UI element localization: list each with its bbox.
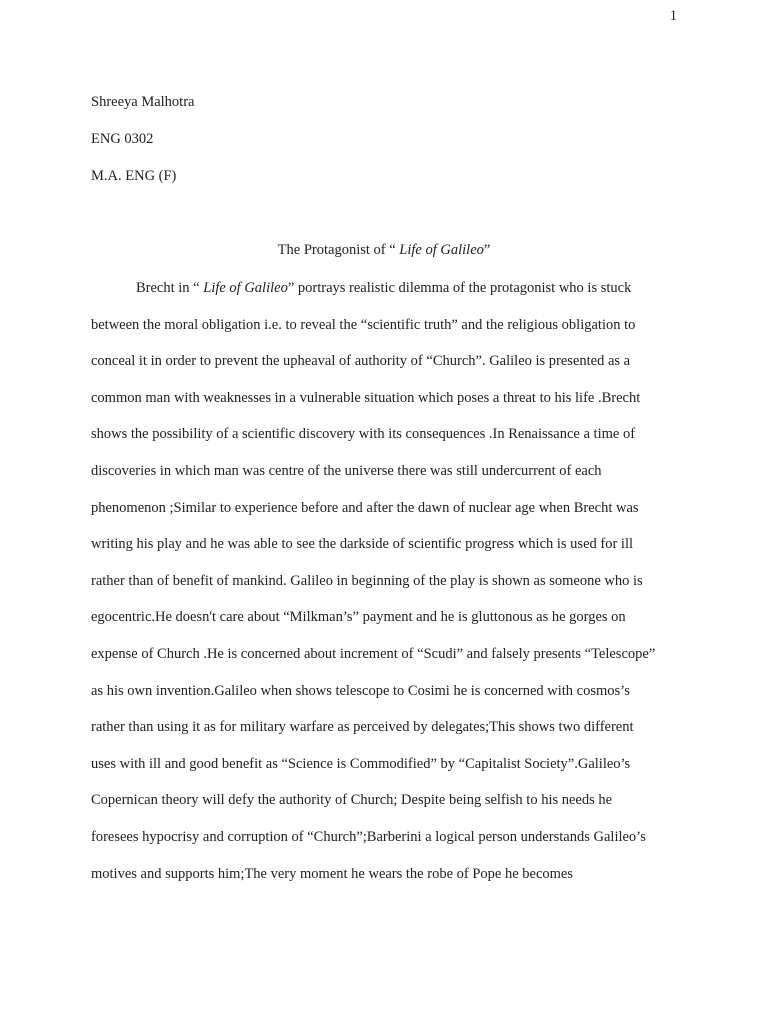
body-line: foresees hypocrisy and corruption of “Church”;Barberini a logical person understands Galileo’s: [91, 828, 646, 845]
body-line: writing his play and he was able to see the darkside of scientific progress which is used for ill: [91, 536, 634, 553]
body-line: motives and supports him;The very moment he wears the robe of Pope he becomes: [91, 865, 574, 882]
body-line: egocentric.He doesn't care about “Milkman’s” payment and he is gluttonous as he gorges on: [91, 609, 626, 626]
first-line-italic: Life of Galileo: [203, 280, 288, 296]
title-italic: Life of Galileo: [399, 242, 484, 258]
author-header: [91, 92, 681, 203]
body-line: expense of Church .He is concerned about increment of “Scudi” and falsely presents “Telescope”: [91, 645, 656, 662]
body-line: uses with ill and good benefit as “Science is Commodified” by “Capitalist Society”.Galileo’s: [91, 755, 631, 772]
first-line-suffix: ” portrays realistic dilemma of the protagonist who is stuck: [287, 280, 632, 296]
body-line: common man with weaknesses in a vulnerable situation which poses a threat to his life .Brecht: [91, 389, 641, 406]
page-number: 1: [669, 8, 677, 24]
body-line-first: [91, 278, 681, 315]
body-line: as his own invention.Galileo when shows telescope to Cosimi he is concerned with cosmos’s: [91, 682, 630, 699]
body-line: conceal it in order to prevent the upheaval of authority of “Church”. Galileo is presented as a: [91, 353, 631, 370]
body-line: phenomenon ;Similar to experience before and after the dawn of nuclear age when Brecht was: [91, 499, 639, 516]
body-line: discoveries in which man was centre of the universe there was still undercurrent of each: [91, 462, 602, 479]
title-prefix: The Protagonist of “: [277, 242, 400, 258]
body-line: between the moral obligation i.e. to reveal the “scientific truth” and the religious obligation to: [91, 316, 636, 333]
author-name: Shreeya Malhotra: [91, 94, 195, 110]
body-line: rather than using it as for military warfare as perceived by delegates;This shows two different: [91, 719, 634, 736]
title-suffix: ”: [483, 242, 491, 258]
course-code: ENG 0302: [91, 131, 154, 147]
first-line-prefix: Brecht in “: [136, 280, 204, 296]
body-line: shows the possibility of a scientific discovery with its consequences .In Renaissance a time of: [91, 426, 636, 443]
essay-body: [91, 278, 681, 900]
essay-title: [0, 240, 768, 260]
body-line: Copernican theory will defy the authority of Church; Despite being selfish to his needs he: [91, 792, 613, 809]
program-name: M.A. ENG (F): [91, 168, 177, 184]
body-line: rather than of benefit of mankind. Galileo in beginning of the play is shown as someone who is: [91, 572, 643, 589]
